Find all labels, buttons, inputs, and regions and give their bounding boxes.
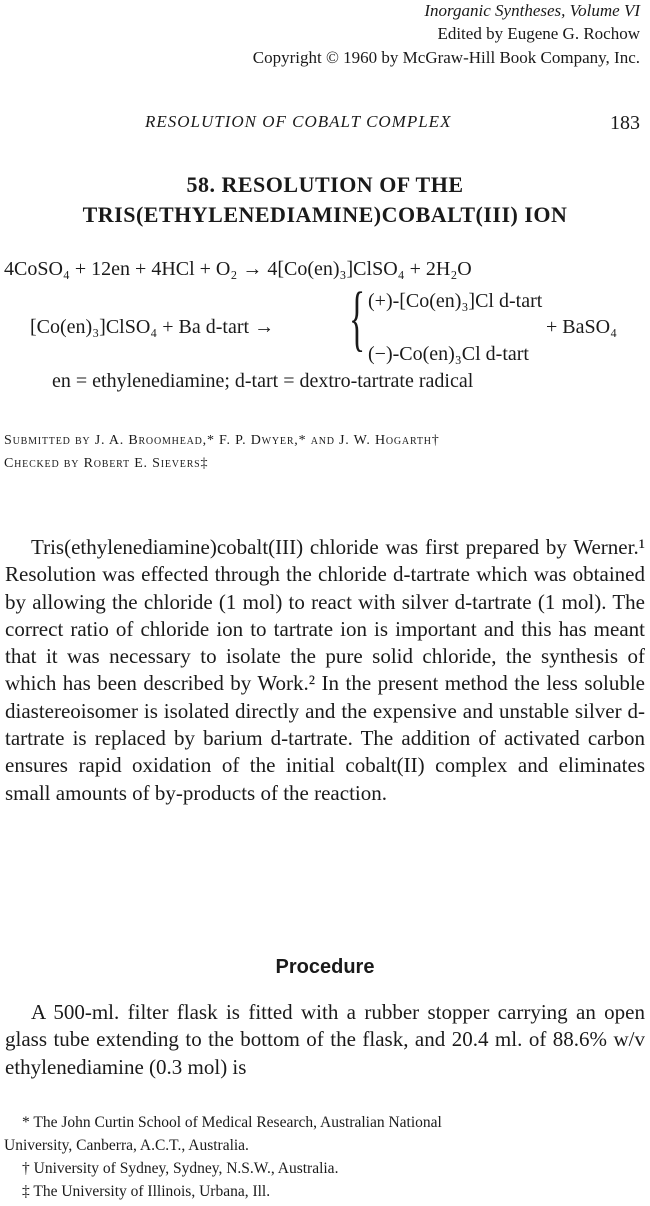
equation-2-left: [Co(en)₃]ClSO₄ + Ba d-tart → <box>30 316 275 338</box>
article-title-line-2: TRIS(ETHYLENEDIAMINE)COBALT(III) ION <box>82 202 568 227</box>
footnote-2: † University of Sydney, Sydney, N.S.W., Australia. <box>22 1160 339 1177</box>
submitted-by-line: Submitted by J. A. Broomhead,* F. P. Dwyer,* and J. W. Hogarth† <box>4 433 440 448</box>
equation-2-product-mid: + BaSO₄ <box>546 316 618 338</box>
article-title-line-1: 58. RESOLUTION OF THE <box>186 172 464 197</box>
equation-2-product-bottom: (−)-Co(en)₃Cl d-tart <box>368 343 529 365</box>
equation-definition: en = ethylenediamine; d-tart = dextro-tartrate radical <box>52 370 474 392</box>
footnote-1-line-2: University, Canberra, A.C.T., Australia. <box>4 1137 249 1154</box>
procedure-heading: Procedure <box>275 956 375 978</box>
book-title: Inorganic Syntheses, Volume VI <box>424 1 640 20</box>
equation-1: 4CoSO₄ + 12en + 4HCl + O₂ → 4[Co(en)₃]ClSO₄ + 2H₂O <box>4 258 472 280</box>
curly-brace-icon: { <box>349 278 366 359</box>
checked-by-line: Checked by Robert E. Sievers‡ <box>4 456 209 471</box>
equation-2-product-top: (+)-[Co(en)₃]Cl d-tart <box>368 290 543 312</box>
editor-line: Edited by Eugene G. Rochow <box>437 24 640 43</box>
procedure-paragraph: A 500-ml. filter flask is fitted with a rubber stopper carrying an open glass tube extending to the bottom of the flask, and 20.4 ml. of 88.6% w/v ethylenediamine (0.3 mol) is <box>5 1000 645 1079</box>
page-number: 183 <box>610 112 640 134</box>
running-head-title: RESOLUTION OF COBALT COMPLEX <box>145 112 452 131</box>
copyright-line: Copyright © 1960 by McGraw-Hill Book Company, Inc. <box>252 48 640 67</box>
footnote-1-line-1: * The John Curtin School of Medical Research, Australian National <box>22 1114 442 1131</box>
intro-paragraph: Tris(ethylenediamine)cobalt(III) chloride was first prepared by Werner.¹ Resolution was effected through the chloride d-tartrate which was obtained by allowing the chloride (1 mol) to react with silver d-tartrate (1 mol). The correct ratio of chloride ion to tartrate ion is important and this has meant that it was necessary to isolate the pure solid chloride, the synthesis of which has been described by Work.² In the present method the less soluble diastereoisomer is isolated directly and the expensive and unstable silver d-tartrate is replaced by barium d-tartrate. The addition of activated carbon ensures rapid oxidation of the initial cobalt(II) complex and eliminates small amounts of by-products of the reaction. <box>5 535 645 805</box>
footnote-3: ‡ The University of Illinois, Urbana, Ill. <box>22 1183 271 1200</box>
